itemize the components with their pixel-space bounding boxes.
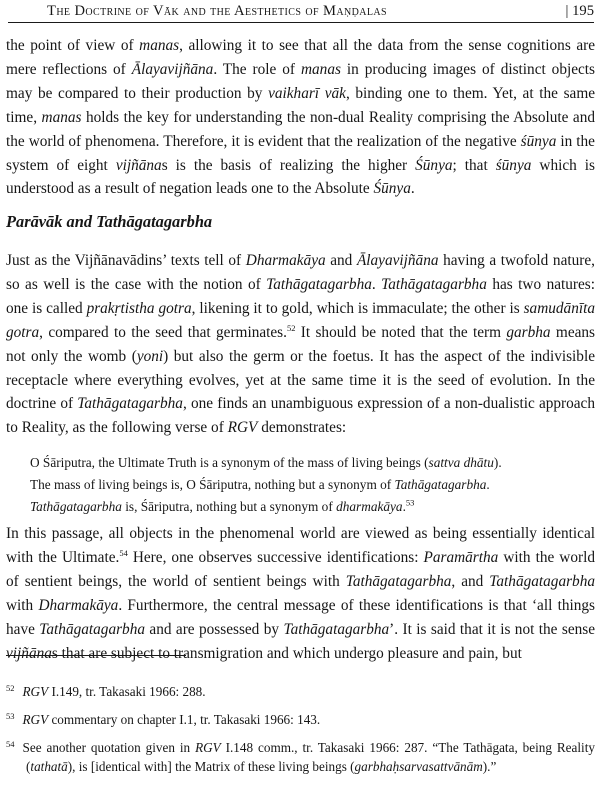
paragraph-tathagatagarbha: Just as the Vijñānavādins’ texts tell of Dharmakāya and Ālayavijñāna having a twofold nature, so as well is the case with the notion of Tathāgatagarbha. Tathāgatagarbha has two natures: one is called prakṛtistha gotra, likening it to gold, which is immaculate; the other is samudānīta gotra, compared to the seed that germinates.$^{52}$ It should be noted that the term garbha means not only the womb (yoni) but also the germ or the foetus. It has the aspect of the indivisible receptacle where everything evolves, yet at the same time it is the seed of evolution. In the doctrine of Tathāgatagarbha, one finds an unambiguous expression of a non-dualistic approach to Reality, as the following verse of RGV demonstrates: xyxy=(6,252,595,437)
quote-line: O Śāriputra, the Ultimate Truth is a synonym of the mass of living beings (sattva dhātu). xyxy=(30,455,502,470)
footnote xyxy=(6,738,595,776)
italic-term: manas xyxy=(41,108,82,126)
footnote-text: RGV I.149, tr. Takasaki 1966: 288. xyxy=(22,684,206,699)
footnote-ref: 54 xyxy=(119,547,128,558)
italic-term: Ālayavijñāna xyxy=(131,60,214,78)
footnote-number: 53 xyxy=(6,710,15,721)
italic-term: garbha xyxy=(506,323,551,341)
italic-term: Tathāgatagarbha xyxy=(266,275,372,293)
italic-term: manas xyxy=(139,37,180,54)
italic-term: manas xyxy=(300,60,341,78)
footnote-ref: 53 xyxy=(405,497,415,508)
footnote-ref: 52 xyxy=(286,322,296,333)
quote-line: The mass of living beings is, O Śāriputra, nothing but a synonym of Tathāgatagarbha. xyxy=(30,477,490,493)
quote-line: Tathāgatagarbha is, Śāriputra, nothing but a synonym of dharmakāya.$^{53}$ xyxy=(30,497,415,515)
italic-term: tathatā xyxy=(30,759,68,774)
header-rule xyxy=(8,22,594,23)
italic-term: vijñāna xyxy=(115,156,162,174)
italic-term: Tathāgatagarbha xyxy=(381,275,487,293)
italic-term: śūnya xyxy=(520,132,557,150)
footnote-text: See another quotation given in RGV I.148 comm., tr. Takasaki 1966: 287. “The Tathāgata, being Reality (tathatā), is [identical with] the Matrix of these living beings (garbhaḥsarvasattvānām).” xyxy=(22,740,595,774)
paragraph-manas: the point of view of manas, allowing it to see that all the data from the sense cognitions are mere reflections of Ālayavijñāna. The role of manas in producing images of distinct objects may be compared to their production by vaikharī vāk, binding one to them. Yet, at the same time, manas holds the key for understanding the non-dual Reality comprising the Absolute and the world of phenomena. Therefore, it is evident that the realization of the negative śūnya in the system of eight vijñānas is the basis of realizing the higher Śūnya; that śūnya which is understood as a result of negation leads one to the Absolute Śūnya. xyxy=(6,37,596,198)
italic-term: prakṛtistha gotra xyxy=(86,299,192,317)
italic-term: vaikharī vāk xyxy=(268,84,346,102)
italic-term: yoni xyxy=(136,347,164,365)
italic-term: Tathāgatagarbha xyxy=(489,572,595,590)
italic-term: Dharmakāya xyxy=(245,252,326,269)
italic-term: Tathāgatagarbha xyxy=(77,395,183,413)
italic-term: Tathāgatagarbha xyxy=(39,620,145,638)
footnote-number: 52 xyxy=(6,682,15,693)
footnote-text: RGV commentary on chapter I.1, tr. Takasaki 1966: 143. xyxy=(22,712,321,727)
italic-term: RGV xyxy=(195,740,221,755)
italic-term: RGV xyxy=(227,419,258,437)
italic-term: Tathāgatagarbha xyxy=(283,620,390,638)
italic-term: dharmakāya xyxy=(336,499,403,515)
footnote xyxy=(6,682,595,701)
running-title: The Doctrine of Vāk and the Aesthetics of Maṇḍalas xyxy=(47,3,387,19)
block-quote xyxy=(30,452,595,519)
italic-term: garbhaḥsarvasattvānām xyxy=(354,759,483,774)
italic-term: Ālayavijñāna xyxy=(356,252,439,269)
italic-term: vijñāna xyxy=(6,644,52,662)
running-header xyxy=(0,0,600,26)
section-heading: Parāvāk and Tathāgatagarbha xyxy=(6,212,213,231)
italic-term: samudānīta gotra xyxy=(6,299,595,341)
paragraph-identifications: In this passage, all objects in the phenomenal world are viewed as being essentially identical with the Ultimate.$^{54}$ Here, one observes successive identifications: Paramārtha with the world of sentient beings, the world of sentient beings with Tathāgatagarbha, and Tathāgatagarbha with Dharmakāya. Furthermore, the central message of these identifications is that ‘all things have Tathāgatagarbha and are possessed by Tathāgatagarbha’. It is said that it is not the sense vijñānas that are subject to transmigration and which undergo pleasure and pain, but xyxy=(6,525,596,662)
italic-term: Śūnya xyxy=(373,180,411,198)
footnote xyxy=(6,710,595,729)
footnotes xyxy=(6,682,595,785)
italic-term: Tathāgatagarbha xyxy=(30,499,122,515)
italic-term: RGV xyxy=(22,684,49,699)
italic-term: RGV xyxy=(22,712,49,727)
italic-term: Tathāgatagarbha xyxy=(345,572,452,590)
italic-term: Paramārtha xyxy=(423,548,499,566)
italic-term: Tathāgatagarbha xyxy=(394,477,487,493)
footnote-number: 54 xyxy=(6,738,15,749)
italic-term: śūnya xyxy=(495,156,532,174)
italic-term: Śūnya xyxy=(415,156,453,174)
italic-term: sattva dhātu xyxy=(428,455,494,470)
page-number: | 195 xyxy=(565,3,594,19)
italic-term: Dharmakāya xyxy=(38,596,119,614)
footnote-separator xyxy=(6,655,186,656)
